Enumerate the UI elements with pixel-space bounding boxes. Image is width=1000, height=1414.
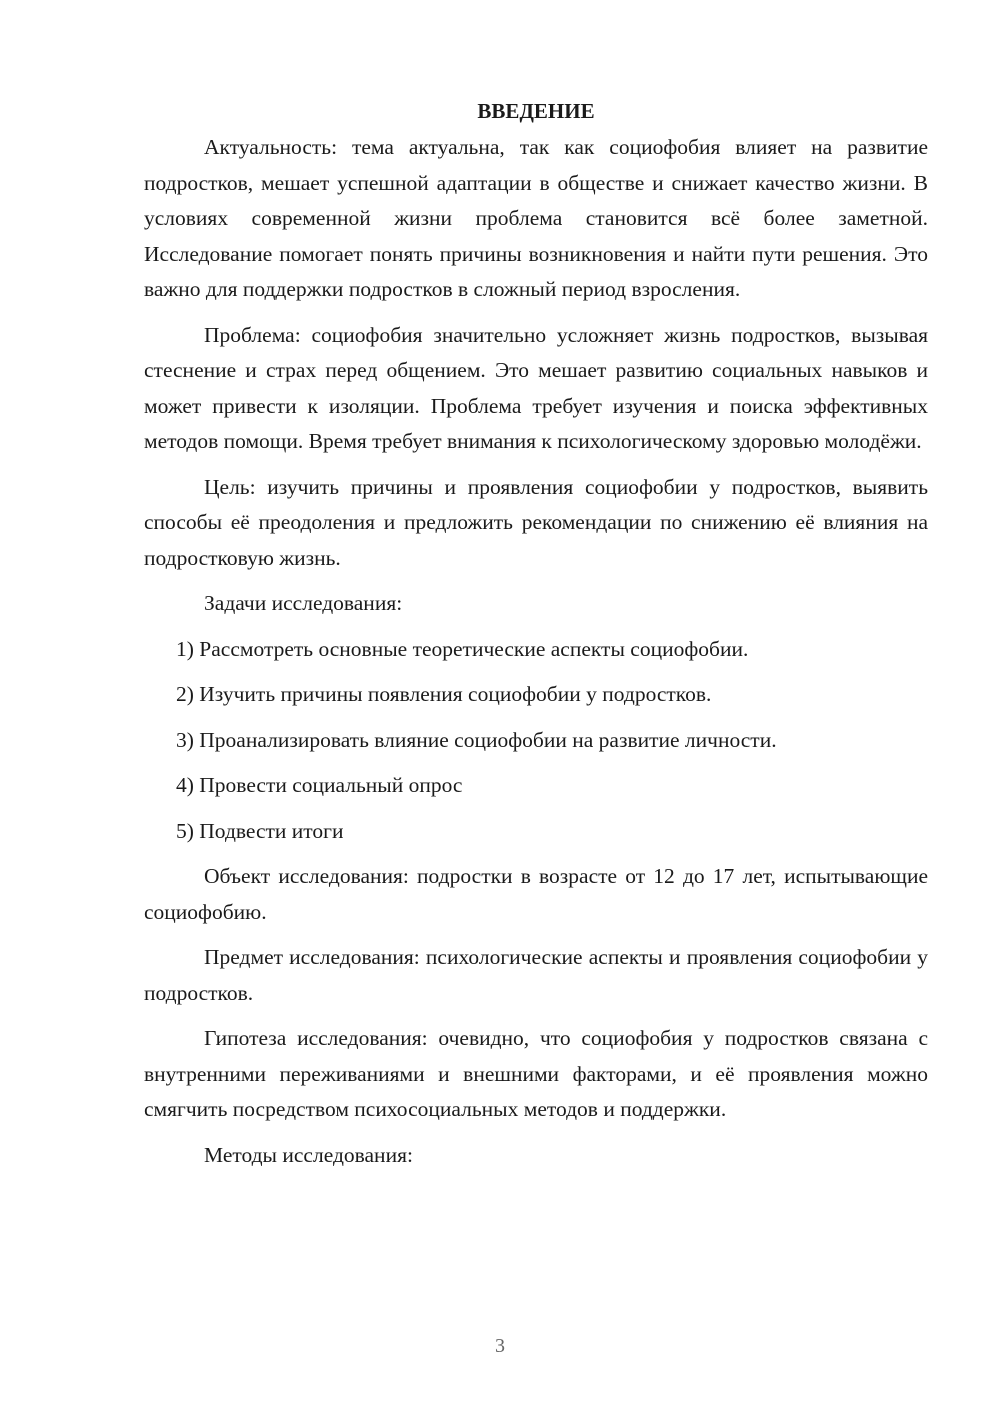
- task-list: [144, 632, 928, 850]
- tasks-title: Задачи исследования:: [204, 591, 403, 615]
- problem-paragraph: Проблема: социофобия значительно усложняет жизнь подростков, вызывая стеснение и страх перед общением. Это мешает развитию социальных навыков и может привести к изоляции. Проблема требует изучения и поиска эффективных методов помощи. Время требует внимания к психологическому здоровью молодёжи.: [144, 322, 928, 453]
- object-paragraph: Объект исследования: подростки в возрасте от 12 до 17 лет, испытывающие социофобию.: [144, 864, 928, 924]
- page-content: [144, 96, 928, 1173]
- hypothesis-paragraph: Гипотеза исследования: очевидно, что социофобия у подростков связана с внутренними переживаниями и внешними факторами, и её проявления можно смягчить посредством психосоциальных методов и поддержки.: [144, 1026, 928, 1121]
- page-number: 3: [495, 1335, 505, 1357]
- task-item: 2) Изучить причины появления социофобии у подростков.: [176, 682, 712, 706]
- methods-title: Методы исследования:: [204, 1142, 413, 1167]
- subject-paragraph: Предмет исследования: психологические аспекты и проявления социофобии у подростков.: [144, 945, 928, 1005]
- task-item: 5) Подвести итоги: [176, 818, 344, 843]
- task-item: 3) Проанализировать влияние социофобии на развитие личности.: [176, 727, 777, 752]
- section-heading: ВВЕДЕНИЕ: [477, 99, 595, 123]
- task-item: 4) Провести социальный опрос: [176, 773, 463, 797]
- goal-paragraph: Цель: изучить причины и проявления социофобии у подростков, выявить способы её преодоления и предложить рекомендации по снижению её влияния на подростковую жизнь.: [144, 474, 928, 570]
- relevance-paragraph: Актуальность: тема актуальна, так как социофобия влияет на развитие подростков, мешает успешной адаптации в обществе и снижает качество жизни. В условиях современной жизни проблема становится всё более заметной. Исследование помогает понять причины возникновения и найти пути решения. Это важно для поддержки подростков в сложный период взросления.: [144, 135, 928, 301]
- task-item: 1) Рассмотреть основные теоретические аспекты социофобии.: [176, 636, 749, 661]
